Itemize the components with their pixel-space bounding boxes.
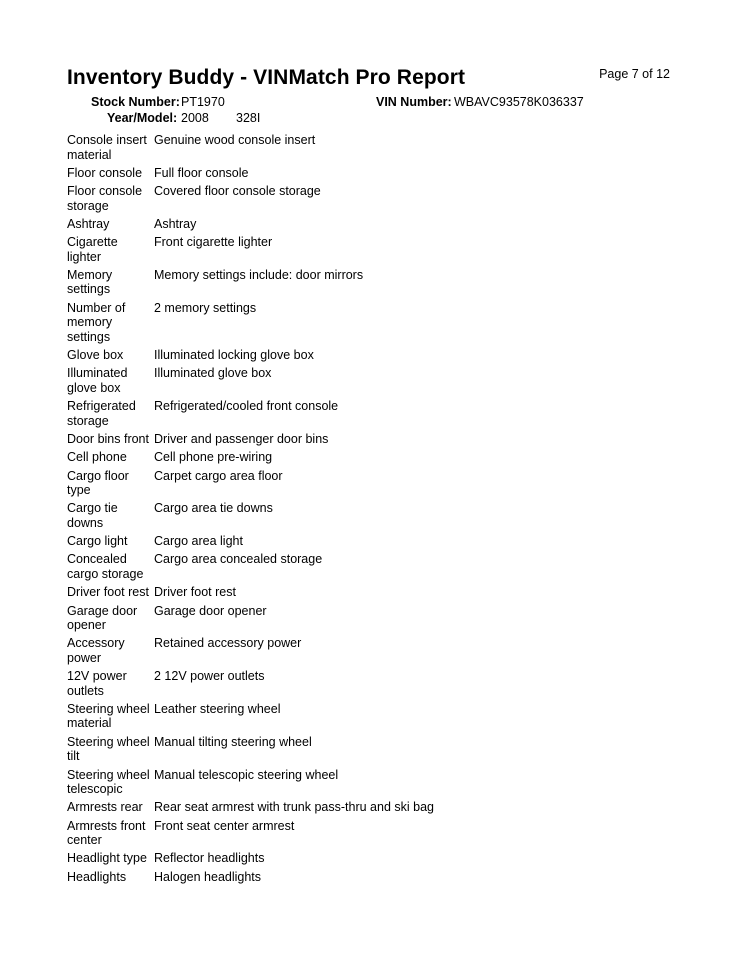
- year-value: 2008: [181, 111, 209, 125]
- spec-label: Refrigerated storage: [67, 399, 136, 428]
- spec-row: [67, 348, 687, 366]
- page-number: Page 7 of 12: [599, 67, 670, 81]
- spec-value: Genuine wood console insert: [154, 133, 316, 147]
- spec-label: Ashtray: [67, 216, 110, 231]
- spec-row: [67, 217, 687, 235]
- spec-value: Illuminated locking glove box: [154, 348, 314, 363]
- spec-label: Door bins front: [67, 431, 149, 446]
- spec-row: [67, 301, 687, 348]
- spec-label: Cargo floor type: [67, 468, 129, 498]
- spec-row: [67, 819, 687, 852]
- spec-row: [67, 604, 687, 637]
- spec-row: [67, 268, 687, 301]
- spec-value: Ashtray: [154, 216, 197, 231]
- spec-row: [67, 534, 687, 552]
- spec-label: Headlight type: [67, 851, 147, 866]
- spec-value: Covered floor console storage: [154, 184, 321, 199]
- model-value: 328I: [236, 111, 261, 125]
- spec-row: [67, 585, 687, 603]
- spec-label: 12V power outlets: [67, 669, 127, 698]
- spec-value: Cargo area concealed storage: [154, 552, 323, 567]
- spec-row: [67, 768, 687, 801]
- spec-value: Driver and passenger door bins: [154, 431, 329, 446]
- spec-value: Retained accessory power: [154, 636, 302, 651]
- spec-value: Carpet cargo area floor: [154, 468, 283, 483]
- spec-value: Manual telescopic steering wheel: [154, 767, 339, 782]
- spec-value: Cargo area light: [154, 534, 243, 549]
- spec-value: Manual tilting steering wheel: [154, 734, 312, 749]
- spec-label: Cargo tie downs: [67, 501, 118, 530]
- spec-label: Steering wheel material: [67, 701, 150, 731]
- spec-value: Front cigarette lighter: [154, 235, 273, 250]
- spec-label: Steering wheel tilt: [67, 734, 150, 764]
- spec-row: [67, 469, 687, 502]
- spec-value: Refrigerated/cooled front console: [154, 399, 339, 414]
- spec-value: Cargo area tie downs: [154, 501, 273, 516]
- spec-label: Headlights: [67, 869, 127, 884]
- report-title: Inventory Buddy - VINMatch Pro Report: [67, 66, 466, 89]
- spec-value: Halogen headlights: [154, 869, 262, 884]
- spec-label: Armrests rear: [67, 800, 143, 815]
- stock-number-value: PT1970: [181, 95, 225, 109]
- spec-value: Garage door opener: [154, 603, 267, 618]
- year-model-label: Year/Model:: [107, 111, 178, 125]
- spec-row: [67, 166, 687, 184]
- spec-row: [67, 669, 687, 702]
- spec-row: [67, 800, 687, 818]
- vin-number-value: WBAVC93578K036337: [454, 95, 584, 109]
- spec-value: Reflector headlights: [154, 851, 265, 866]
- spec-label: Accessory power: [67, 636, 125, 665]
- stock-number-label: Stock Number:: [91, 95, 180, 109]
- spec-value: Rear seat armrest with trunk pass-thru and ski bag: [154, 800, 434, 815]
- spec-label: Cigarette lighter: [67, 235, 118, 264]
- spec-table-body: [67, 133, 687, 888]
- spec-label: Glove box: [67, 348, 124, 363]
- spec-row: [67, 366, 687, 399]
- spec-label: Cargo light: [67, 534, 128, 549]
- spec-row: [67, 432, 687, 450]
- spec-row: [67, 735, 687, 768]
- spec-label: Floor console: [67, 165, 143, 180]
- vin-number-label: VIN Number:: [376, 95, 452, 109]
- spec-row: [67, 133, 687, 166]
- spec-value: Front seat center armrest: [154, 818, 295, 833]
- spec-label: Steering wheel telescopic: [67, 767, 150, 797]
- spec-label: Number of memory settings: [67, 300, 126, 344]
- spec-row: [67, 501, 687, 534]
- spec-value: Full floor console: [154, 165, 249, 180]
- spec-label: Driver foot rest: [67, 585, 149, 600]
- spec-value: Driver foot rest: [154, 585, 236, 600]
- spec-label: Garage door opener: [67, 603, 138, 633]
- spec-row: [67, 636, 687, 669]
- spec-row: [67, 450, 687, 468]
- spec-label: Cell phone: [67, 450, 127, 465]
- spec-table: [67, 133, 687, 888]
- spec-label: Concealed cargo storage: [67, 552, 144, 581]
- spec-label: Illuminated glove box: [67, 366, 128, 395]
- spec-value: Cell phone pre-wiring: [154, 450, 273, 465]
- spec-row: [67, 851, 687, 869]
- spec-label: Armrests front center: [67, 818, 146, 848]
- spec-row: [67, 552, 687, 585]
- spec-row: [67, 702, 687, 735]
- spec-value: 2 memory settings: [154, 300, 257, 315]
- spec-value: Leather steering wheel: [154, 701, 281, 716]
- spec-row: [67, 870, 687, 888]
- spec-row: [67, 184, 687, 217]
- spec-label: Memory settings: [67, 267, 113, 297]
- spec-value: 2 12V power outlets: [154, 669, 265, 684]
- spec-label: Floor console storage: [67, 184, 143, 213]
- spec-label: Console insert material: [67, 133, 147, 162]
- spec-row: [67, 399, 687, 432]
- spec-value: Memory settings include: door mirrors: [154, 267, 364, 282]
- spec-value: Illuminated glove box: [154, 366, 272, 381]
- spec-row: [67, 235, 687, 268]
